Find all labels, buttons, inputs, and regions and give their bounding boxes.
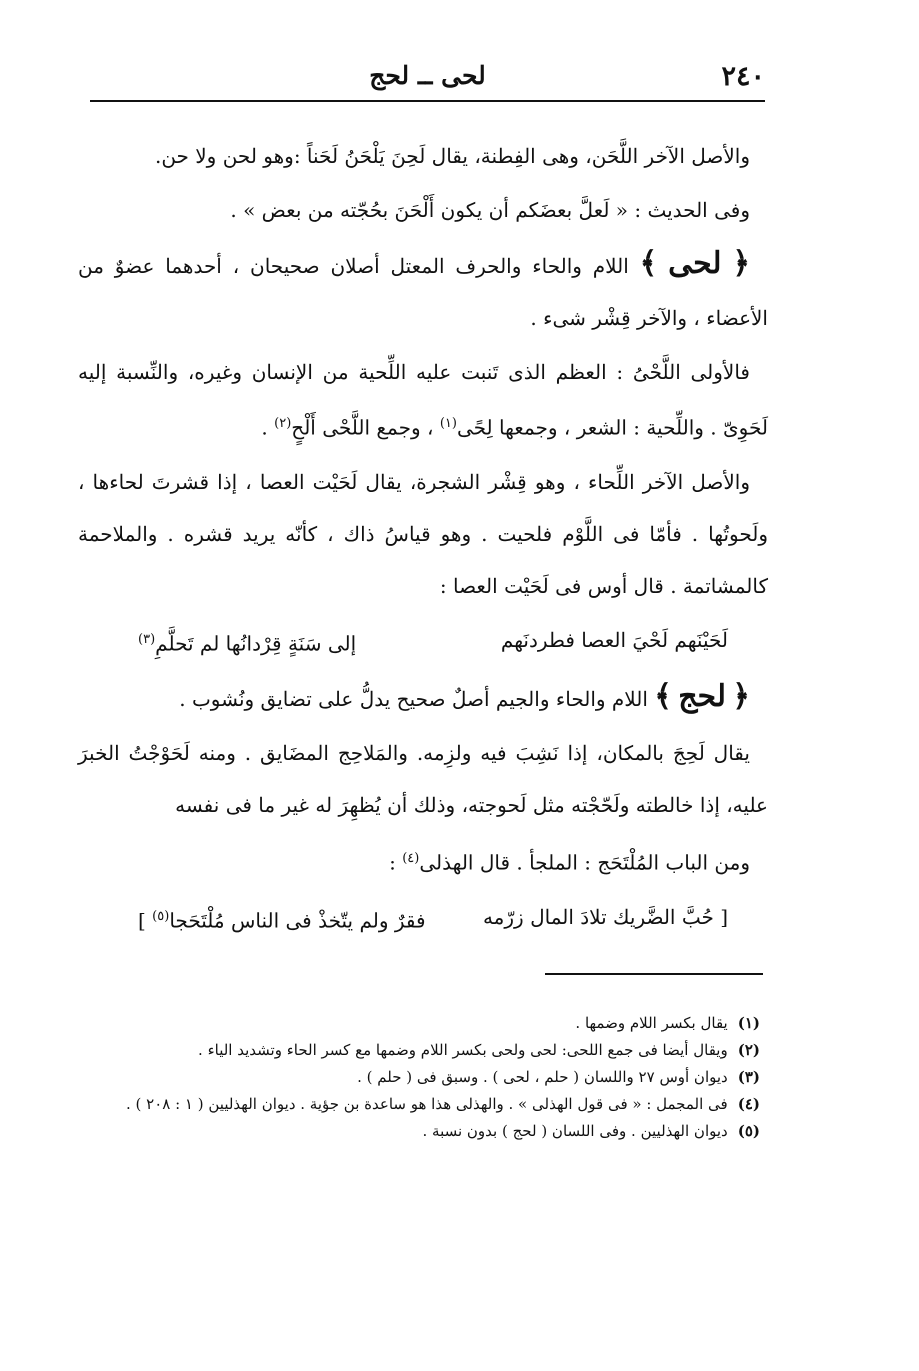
paragraph: وفى الحديث : « لَعلَّ بعضَكم أن يكون أَلْحَنَ بحُجّته من بعض » . [230, 198, 750, 222]
verse-hemistich-second: فقرٌ ولم يتّخذْ فى الناس مُلْتَحَجا$^{(٥)}$ ] [138, 908, 426, 933]
footnotes [105, 1010, 760, 1145]
footnote-ref: (٥) [152, 908, 170, 924]
footnote-ref: (٢) [274, 416, 292, 431]
entry-headword: لحج [678, 679, 727, 715]
verse-line [78, 891, 768, 947]
footnote-ref: (١) [439, 416, 457, 431]
footnote: (١)يقال بكسر اللام وضمها . [575, 1014, 760, 1032]
entry-bracket-close: ﴾ [639, 246, 658, 281]
paragraph: يقال لَحِجَ بالمكان، إذا نَشِبَ فيه ولزِمه. والمَلاحِج المضَايق . ومنه لَحَوْجْتُ الخبرَ عليه، إذا خالطته ولَحّجْته مثل لَحوجته، وذلك أن يُظهِرَ له غير ما فى نفسه [78, 741, 768, 818]
entry-headword: لحى [668, 246, 722, 281]
footnote-divider [545, 973, 763, 975]
footnote-ref: (٤) [402, 851, 420, 867]
footnote: (٥)ديوان الهذليين . وفى اللسان ( لحج ) بدون نسبة . [422, 1122, 760, 1140]
entry-bracket-open: ﴿ [732, 246, 751, 281]
entry-bracket-open: ﴿ [732, 679, 750, 715]
footnote: (٣)ديوان أوس ٢٧ واللسان ( حلم ، لحى ) . وسبق فى ( حلم ) . [357, 1068, 760, 1086]
verse-line [78, 614, 768, 670]
paragraph: والأصل الآخر اللِّحاء ، وهو قِشْر الشجرة، يقال لَحَيْت العصا ، إذا قشرتَ لحاءها ، ولَحوتُها . فأمّا فى اللَّوْم فلحيت . وهو قياسُ ذاك ، كأنّه يريد قشره . والملاحمة كالمشاتمة . قال أوس فى لَحَيْت العصا : [78, 469, 768, 598]
entry-paragraph [78, 238, 768, 344]
paragraph: ومن الباب المُلْتَحَج : الملجأ . قال الهذلى$^{(٤)}$ : [389, 850, 750, 875]
running-head: لحى ــ لحج [369, 61, 486, 90]
verse-hemistich-second: إلى سَنَةٍ قِرْدانُها لم تَحلَّمِ$^{(٣)}$ [138, 631, 357, 656]
verse-hemistich-first: لَحَيْنَهم لَحْيَ العصا فطردنَهم [500, 627, 728, 652]
entry-definition: اللام والحاء والجيم أصلٌ صحيح يدلُّ على تضايق ونُشوب . [179, 687, 648, 712]
footnote-ref: (٣) [138, 631, 156, 647]
footnote: (٤)فى المجمل : « فى قول الهذلى » . والهذلى هذا هو ساعدة بن جؤية . ديوان الهذليين ( ١ : ٢٠٨ ) . [126, 1095, 760, 1113]
entry-definition: اللام والحاء والحرف المعتل أصلان صحيحان ، أحدهما عضوٌ من الأعضاء ، والآخر قِشْر شىء . [78, 254, 768, 330]
verse-hemistich-first: [ حُبَّ الضَّريك تلادَ المال زرّمه [482, 904, 728, 929]
footnote: (٢)ويقال أيضا فى جمع اللحى: لحى ولحى بكسر اللام وضمها مع كسر الحاء وتشديد الياء . [198, 1041, 760, 1059]
entry-paragraph [78, 671, 768, 725]
entry-bracket-close: ﴾ [654, 679, 672, 715]
body-text [78, 130, 768, 949]
paragraph: فالأولى اللَّحْىُ : العظم الذى تَنبت عليه اللِّحية من الإنسان وغيره، والنِّسبة إليه لَحَوِىّ . واللِّحية : الشعر ، وجمعها لِحًى$^{(١)}$ ، وجمع اللَّحْى أَلْحٍ$^{(٢)}$ . [78, 360, 768, 440]
page-header [90, 55, 765, 102]
paragraph: والأصل الآخر اللَّحَن، وهى الفِطنة، يقال لَحِنَ يَلْحَنُ لَحَناً :وهو لحن ولا حن. [154, 144, 750, 168]
page-number: ٢٤٠ [721, 61, 765, 92]
